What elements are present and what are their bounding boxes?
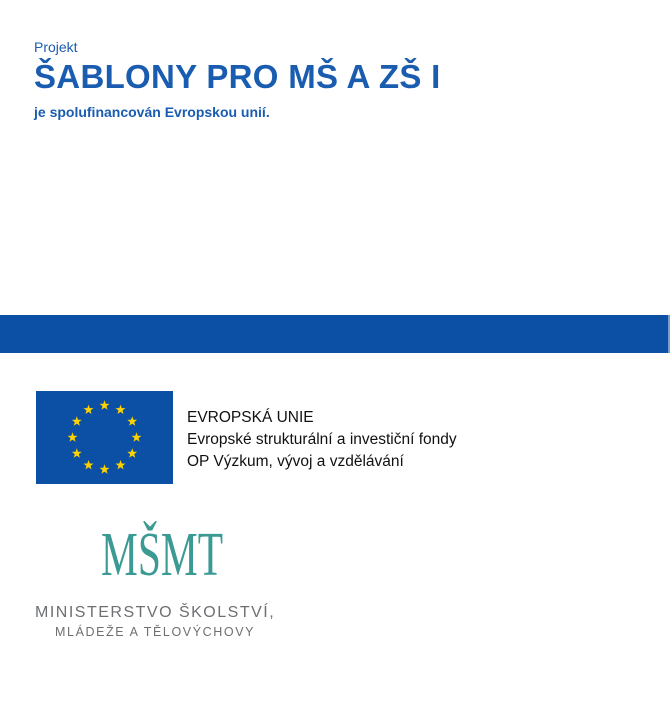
eu-flag-icon bbox=[36, 391, 173, 484]
project-title: ŠABLONY PRO MŠ A ZŠ I bbox=[34, 58, 441, 95]
msmt-logo bbox=[98, 515, 226, 603]
project-intro-label: Projekt bbox=[34, 39, 78, 55]
eu-funding-text bbox=[187, 407, 457, 473]
eu-line-union: EVROPSKÁ UNIE bbox=[187, 409, 314, 426]
eu-line-programme: OP Výzkum, vývoj a vzdělávání bbox=[187, 453, 404, 470]
blue-divider-band bbox=[0, 315, 668, 353]
msmt-logo-text: MŠMT bbox=[101, 521, 223, 589]
project-subtitle: je spolufinancován Evropskou unií. bbox=[34, 104, 270, 120]
eu-line-funds: Evropské strukturální a investiční fondy bbox=[187, 431, 457, 448]
blue-divider-band-edge bbox=[668, 315, 670, 353]
ministry-name-line2: MLÁDEŽE A TĚLOVÝCHOVY bbox=[55, 625, 256, 639]
ministry-name-line1: MINISTERSTVO ŠKOLSTVÍ, bbox=[35, 604, 276, 621]
